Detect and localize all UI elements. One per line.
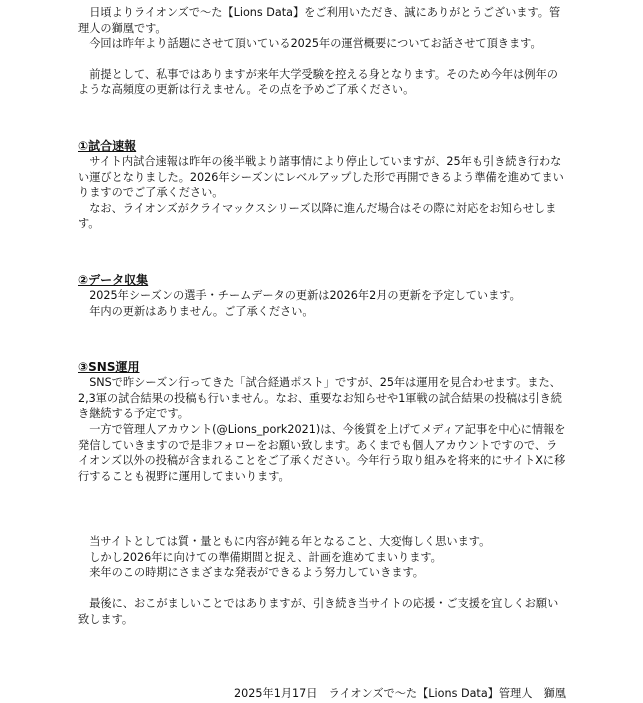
section3-paragraph-1: SNSで昨シーズン行ってきた「試合経過ポスト」ですが、25年は運用を見合わせます。また、2,3軍の試合結果の投稿も行いません。なお、重要なお知らせや1軍戦の試合結果の投稿は引き続き継続する予定です。 xyxy=(78,376,562,421)
section2-paragraph-2: 年内の更新はありません。ご了承ください。 xyxy=(89,304,314,318)
signature-line: 2025年1月17日 ライオンズで〜た【Lions Data】管理人 獅凰 xyxy=(234,687,566,700)
section-heading-sns: ③SNS運用 xyxy=(78,360,140,375)
section-heading-data-collection: ②データ収集 xyxy=(78,272,149,287)
section3-paragraph-2: 一方で管理人アカウント(@Lions_pork2021)は、今後質を上げてメディア記事を中心に情報を発信していきますので是非フォローをお願い致します。あくまでも個人アカウントですので、ライオンズ以外の投稿が含まれることをご了承ください。今年行う取り組みを将来的にサイトXに移行することも視野に運用してまいります。 xyxy=(78,422,566,483)
section2-paragraph-1: 2025年シーズンの選手・チームデータの更新は2026年2月の更新を予定しています。 xyxy=(89,288,521,302)
intro-paragraph-2: 今回は昨年より話題にさせて頂いている2025年の運営概要についてお話させて頂きます。 xyxy=(89,37,542,51)
closing-paragraph-3: 来年のこの時期にさまざまな発表ができるよう努力していきます。 xyxy=(89,566,424,580)
intro-paragraph-3: 前提として、私事ではありますが来年大学受験を控える身となります。そのため今年は例年のような高頻度の更新は行えません。その点を予めご了承ください。 xyxy=(78,67,558,97)
closing-paragraph-1: 当サイトとしては質・量ともに内容が鈍る年となること、大変悔しく思います。 xyxy=(89,535,491,549)
closing-paragraph-4: 最後に、おこがましいことではありますが、引き続き当サイトの応援・ご支援を宜しくお願い致します。 xyxy=(78,597,559,626)
section1-paragraph-2: なお、ライオンズがクライマックスシリーズ以降に進んだ場合はその際に対応をお知らせします。 xyxy=(78,201,557,231)
section-heading-live-updates: ①試合速報 xyxy=(78,138,137,153)
intro-paragraph-1: 日頃よりライオンズで〜た【Lions Data】をご利用いただき、誠にありがとうございます。管理人の獅凰です。 xyxy=(78,6,561,35)
section1-paragraph-1: サイト内試合速報は昨年の後半戦より諸事情により停止していますが、25年も引き続き行わない運びとなりました。2026年シーズンにレベルアップした形で再開できるよう準備を進めてまいりますのでご了承ください。 xyxy=(78,154,564,200)
closing-paragraph-2: しかし2026年に向けての準備期間と捉え、計画を進めてまいります。 xyxy=(89,550,442,564)
document-body xyxy=(78,5,566,627)
